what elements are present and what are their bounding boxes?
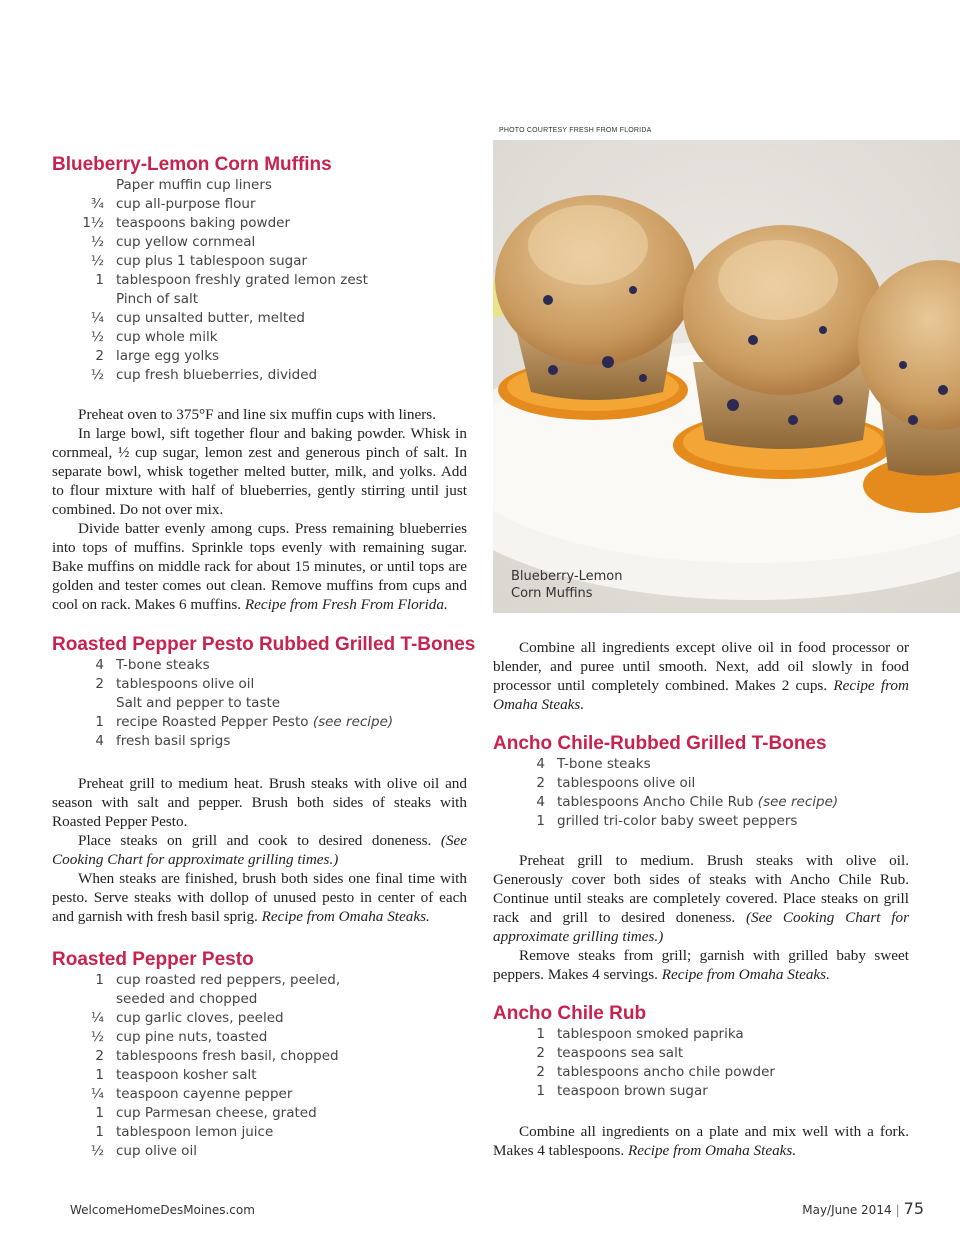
direction-paragraph: In large bowl, sift together flour and baking powder. Whisk in cornmeal, ½ cup sugar, lemon zest and generous pinch of salt. In separate bowl, whisk together melted butter, milk, and yolks. Add to flour mixture with half of blueberries, gently stirring until just combined. Do not over mix. [52, 425, 467, 518]
footer-separator: | [895, 1203, 900, 1217]
ingredient: 1 grilled tri-color baby sweet peppers [536, 813, 798, 829]
recipe-source: Recipe from Fresh From Florida. [244, 596, 448, 613]
recipe-muffins [52, 154, 467, 385]
ingredient: ½ cup plus 1 tablespoon sugar [90, 253, 308, 269]
ingredient: 2 tablespoons olive oil [95, 676, 255, 692]
ingredient-list [60, 176, 467, 385]
ingredient: 1 recipe Roasted Pepper Pesto (see recipe) [95, 714, 394, 730]
recipe-title: Roasted Pepper Pesto [52, 949, 254, 970]
ingredient: Paper muffin cup liners [116, 177, 272, 193]
ingredient: ½ cup olive oil [90, 1143, 197, 1159]
ingredient: 1 tablespoon freshly grated lemon zest [95, 272, 368, 288]
recipe-title: Roasted Pepper Pesto Rubbed Grilled T-Bones [52, 634, 476, 655]
recipe-source: Recipe from Omaha Steaks. [627, 1142, 797, 1159]
direction-paragraph: Preheat oven to 375°F and line six muffin cups with liners. [78, 406, 437, 423]
direction-paragraph: Preheat grill to medium. Brush steaks with olive oil. Generously cover both sides of steaks with Ancho Chile Rub. Continue until steaks are completely covered. Place steaks on grill rack and grill to desired doneness. (See Cooking Chart for approximate grilling times.) [493, 852, 909, 945]
footer-website: WelcomeHomeDesMoines.com [70, 1203, 255, 1217]
ingredient-list [60, 656, 467, 751]
caption-line-2: Corn Muffins [511, 586, 593, 601]
recipe-title: Blueberry-Lemon Corn Muffins [52, 154, 332, 175]
direction-paragraph: When steaks are finished, brush both sides one final time with pesto. Serve steaks with dollop of unused pesto in center of each and garnish with fresh basil sprig. Recipe from Omaha Steaks. [52, 870, 467, 925]
recipe-title: Ancho Chile-Rubbed Grilled T-Bones [493, 733, 827, 754]
ingredient: 1 teaspoon brown sugar [536, 1083, 708, 1099]
ingredient: 2 large egg yolks [95, 348, 220, 364]
ingredient: ¾ cup all-purpose flour [90, 196, 256, 212]
direction-paragraph: Combine all ingredients on a plate and mix well with a fork. Makes 4 tablespoons. Recipe from Omaha Steaks. [493, 1123, 909, 1159]
ingredient: ½ cup fresh blueberries, divided [90, 367, 318, 383]
pesto-directions [493, 638, 909, 714]
recipe-ancho-tbones [493, 733, 909, 831]
caption-line-1: Blueberry-Lemon [511, 569, 623, 584]
direction-paragraph: Place steaks on grill and cook to desired doneness. (See Cooking Chart for approximate grilling times.) [52, 832, 467, 868]
ingredient-list [501, 755, 909, 831]
ingredient: 4 fresh basil sprigs [95, 733, 231, 749]
ingredient: 1 tablespoon smoked paprika [536, 1026, 744, 1042]
recipe-ancho-rub [493, 1003, 909, 1101]
ingredient: 4 tablespoons Ancho Chile Rub (see recipe) [536, 794, 839, 810]
direction-paragraph: Divide batter evenly among cups. Press remaining blueberries into tops of muffins. Sprinkle tops evenly with remaining sugar. Bake muffins on middle rack for about 15 minutes, or until tops are golden and tester comes out clean. Remove muffins from cups and cool on rack. Makes 6 muffins. Recipe from Fresh From Florida. [52, 520, 467, 613]
photo-caption [511, 568, 671, 602]
ingredient: 1½ teaspoons baking powder [82, 215, 290, 231]
ingredient: 4 T-bone steaks [536, 756, 651, 772]
ancho-rub-directions [493, 1122, 909, 1160]
recipe-pesto-tbones [52, 634, 476, 751]
direction-paragraph: Preheat grill to medium heat. Brush steaks with olive oil and season with salt and pepper. Brush both sides of steaks with Roasted Pepper Pesto. [52, 775, 467, 830]
ingredient: ¼ cup unsalted butter, melted [90, 310, 305, 326]
direction-paragraph: Remove steaks from grill; garnish with grilled baby sweet peppers. Makes 4 servings. Recipe from Omaha Steaks. [493, 947, 909, 983]
pesto-tbones-directions [52, 774, 467, 926]
ingredient: 2 teaspoons sea salt [536, 1045, 684, 1061]
ingredient: 1 cup roasted red peppers, peeled, [95, 972, 341, 988]
ingredient: ¼ teaspoon cayenne pepper [90, 1086, 293, 1102]
ingredient: ½ cup pine nuts, toasted [90, 1029, 268, 1045]
muffins-directions [52, 405, 467, 614]
ingredient: ½ cup yellow cornmeal [90, 234, 256, 250]
direction-paragraph: Combine all ingredients except olive oil in food processor or blender, and puree until smooth. Next, add oil slowly in food processor until completely combined. Makes 2 cups. Recipe from Omaha Steaks. [493, 639, 909, 713]
ingredient-list [60, 971, 467, 1161]
recipe-source: Recipe from Omaha Steaks. [661, 966, 830, 983]
issue-date: May/June 2014 [802, 1203, 892, 1217]
ingredient: 2 tablespoons ancho chile powder [536, 1064, 775, 1080]
recipe-title: Ancho Chile Rub [493, 1003, 647, 1024]
ingredient: 1 teaspoon kosher salt [95, 1067, 257, 1083]
recipe-source: Recipe from Omaha Steaks. [493, 677, 909, 713]
page-number: 75 [903, 1199, 924, 1218]
muffin-photo [493, 140, 960, 613]
ingredient: Salt and pepper to taste [116, 695, 281, 711]
ingredient: seeded and chopped [116, 991, 258, 1007]
ingredient: 1 cup Parmesan cheese, grated [95, 1105, 317, 1121]
photo-credit: PHOTO COURTESY FRESH FROM FLORIDA [499, 127, 652, 134]
ingredient: Pinch of salt [116, 291, 199, 307]
ingredient: 1 tablespoon lemon juice [95, 1124, 274, 1140]
ancho-tbones-directions [493, 851, 909, 984]
ingredient: 4 T-bone steaks [95, 657, 210, 673]
ingredient: ¼ cup garlic cloves, peeled [90, 1010, 284, 1026]
ingredient: 2 tablespoons olive oil [536, 775, 696, 791]
ingredient: 2 tablespoons fresh basil, chopped [95, 1048, 339, 1064]
recipe-pesto [52, 949, 467, 1161]
muffin-illustration [493, 140, 960, 613]
footer-issue [802, 1199, 924, 1218]
recipe-source: Recipe from Omaha Steaks. [261, 908, 430, 925]
ingredient-list [501, 1025, 909, 1101]
ingredient: ½ cup whole milk [90, 329, 218, 345]
